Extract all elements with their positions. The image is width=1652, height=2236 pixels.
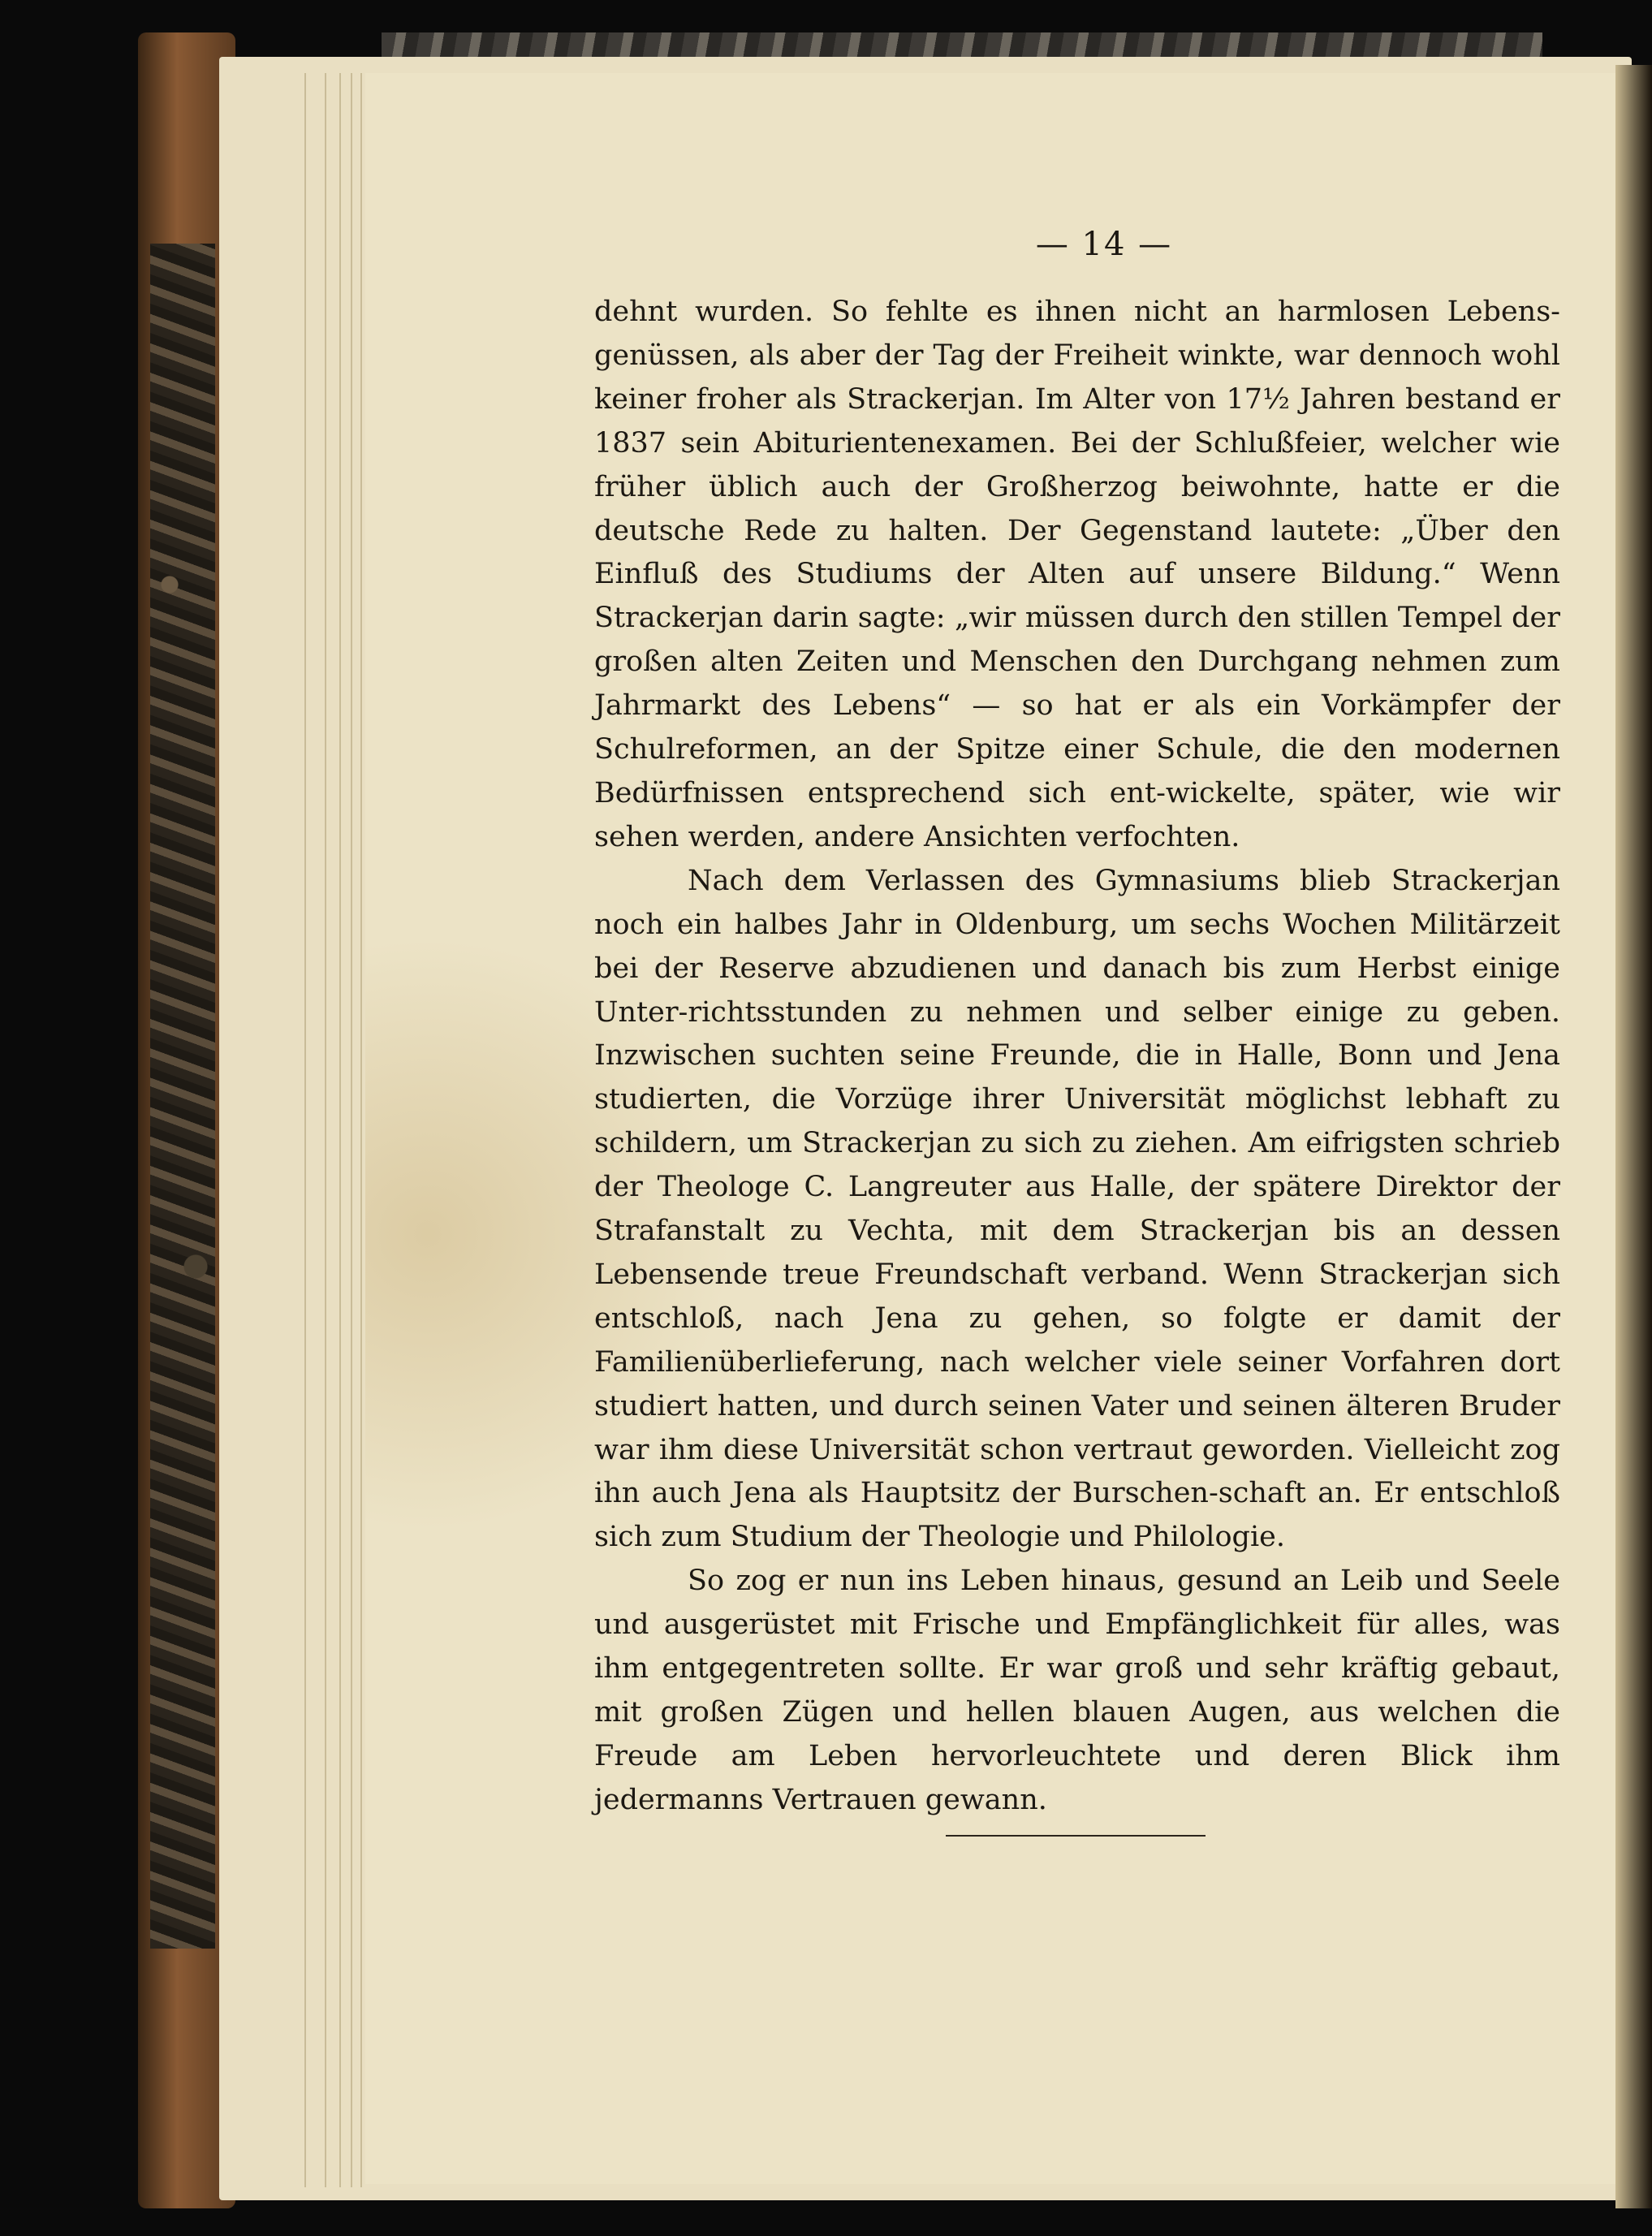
leaf-edge [304, 73, 306, 2187]
page-number: — 14 — [1035, 226, 1173, 263]
gutter-shadow [1615, 65, 1652, 2208]
paragraph: So zog er nun ins Leben hinaus, gesund an Leib und Seele und ausgerüstet mit Frische und Empfänglichkeit für alles, was ihm entgegentreten sollte. Er war groß und sehr kräftig gebaut, mit großen Zügen und hellen blauen Augen, aus welchen die Freude am Leben hervorleuchtete und deren Blick ihm jedermanns Vertrauen gewann. [594, 1565, 1560, 1816]
leaf-edge [339, 73, 341, 2187]
closing-rule [946, 1835, 1206, 1837]
paragraph: Nach dem Verlassen des Gymnasiums blieb Strackerjan noch ein halbes Jahr in Oldenburg, um sechs Wochen Militärzeit bei der Reserve abzudienen und danach bis zum Herbst einige Unter-richtsstunden zu nehmen und selber einige zu geben. Inzwischen suchten seine Freunde, die in Halle, Bonn und Jena studierten, die Vorzüge ihrer Universität möglichst lebhaft zu schildern, um Strackerjan zu sich zu ziehen. Am eifrigsten schrieb der Theologe C. Langreuter aus Halle, der spätere Direktor der Strafanstalt zu Vechta, mit dem Strackerjan bis an dessen Lebensende treue Freundschaft verband. Wenn Strackerjan sich entschloß, nach Jena zu gehen, so folgte er damit der Familienüberlieferung, nach welcher viele seiner Vorfahren dort studiert hatten, und durch seinen Vater und seinen älteren Bruder war ihm diese Universität schon vertraut geworden. Vielleicht zog ihn auch Jena als Hauptsitz der Burschen-schaft an. Er entschloß sich zum Studium der Theologie und Philologie. [594, 864, 1560, 1554]
paragraph: dehnt wurden. So fehlte es ihnen nicht an harmlosen Lebens-genüssen, als aber der Tag der Freiheit winkte, war dennoch wohl keiner froher als Strackerjan. Im Alter von 17½ Jahren bestand er 1837 sein Abiturientenexamen. Bei der Schlußfeier, welcher wie früher üblich auch der Großherzog beiwohnte, hatte er die deutsche Rede zu halten. Der Gegenstand lautete: „Über den Einfluß des Studiums der Alten auf unsere Bildung.“ Wenn Strackerjan darin sagte: „wir müssen durch den stillen Tempel der großen alten Zeiten und Menschen den Durchgang nehmen zum Jahrmarkt des Lebens“ — so hat er als ein Vorkämpfer der Schulreformen, an der Spitze einer Schule, die den modernen Bedürfnissen entsprechend sich ent-wickelte, später, wie wir sehen werden, andere Ansichten verfochten. [594, 296, 1560, 853]
marbled-endpaper [150, 244, 215, 1949]
leaf-edge [360, 73, 362, 2187]
body-text [594, 291, 1560, 1823]
leaf-edge [325, 73, 326, 2187]
leaf-edge [351, 73, 352, 2187]
